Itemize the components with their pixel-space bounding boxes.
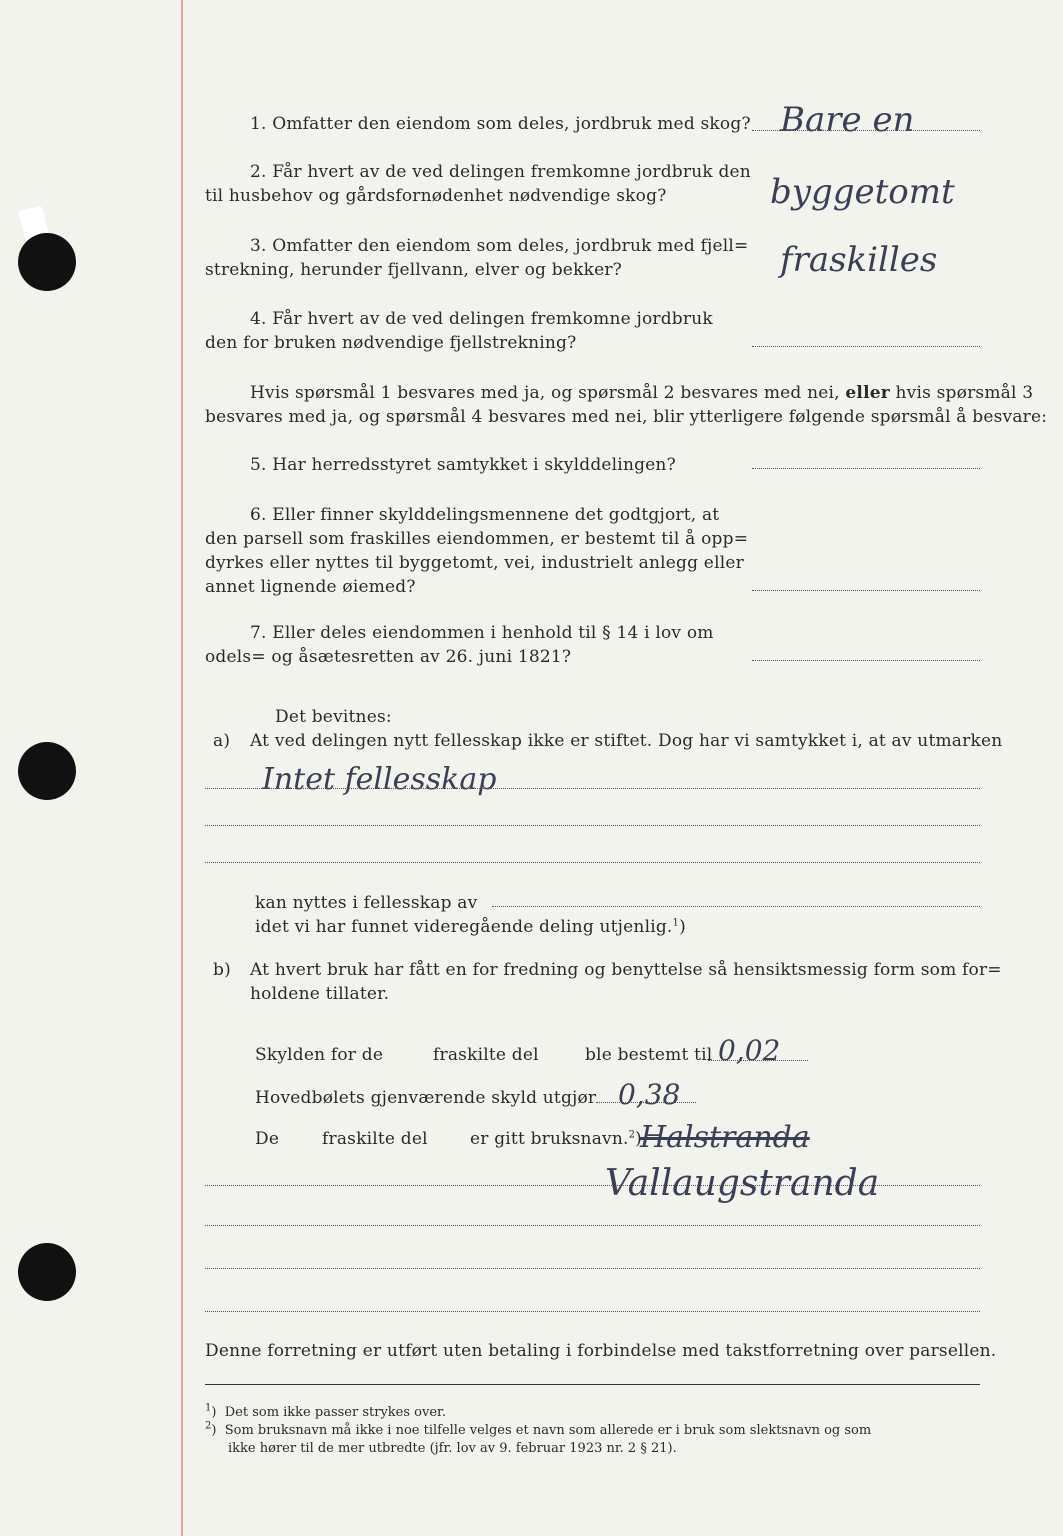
- red-margin-line: [181, 0, 183, 1536]
- intro-line-2: besvares med ja, og spørsmål 4 besvares med nei, blir ytterligere følgende spørsmål å besvare:: [205, 407, 1048, 427]
- bruksnavn-label-b: fraskilte del: [322, 1129, 428, 1149]
- handwritten-name-new: Vallaugstranda: [605, 1163, 880, 1204]
- attest-heading: Det bevitnes:: [275, 707, 392, 727]
- footnote-2-text-1: Som bruksnavn må ikke i noe tilfelle velges et navn som allerede er i bruk som slektsnavn og som: [224, 1423, 872, 1438]
- idet-main: idet vi har funnet videregående deling utjenlig.: [255, 917, 673, 937]
- bruksnavn-label-a: De: [255, 1129, 280, 1149]
- punch-hole-top: [18, 233, 76, 291]
- bruksnavn-paren: ): [635, 1129, 643, 1149]
- handwritten-skyld-new: 0,02: [718, 1034, 781, 1067]
- question-1: 1. Omfatter den eiendom som deles, jordbruk med skog?: [250, 114, 751, 134]
- answer-line-q7: [752, 660, 980, 661]
- question-2-line-2: til husbehov og gårdsfornødenhet nødvendige skog?: [205, 186, 667, 206]
- footnote-2-mark: 2: [205, 1420, 212, 1432]
- bruksnavn-line-4: [205, 1311, 980, 1312]
- attest-a-label: a): [213, 731, 231, 751]
- footnote-ref-1: 1: [672, 917, 680, 929]
- kan-nyttes-line: [492, 906, 980, 907]
- footnote-2-line-2: ikke hører til de mer utbredte (jfr. lov av 9. februar 1923 nr. 2 § 21).: [228, 1441, 677, 1456]
- footnote-1-mark: 1: [205, 1402, 212, 1414]
- handwritten-fellesskap: Intet fellesskap: [262, 762, 497, 797]
- footnote-1: $^1$) Det som ikke passer strykes over.: [205, 1402, 446, 1420]
- skyld-label-b: fraskilte del: [433, 1045, 539, 1065]
- idet-paren: ): [679, 917, 686, 937]
- footnote-divider: [205, 1384, 980, 1385]
- bruksnavn-label-c: [470, 1127, 642, 1151]
- utmark-line-3: [205, 862, 980, 863]
- intro-text-a: Hvis spørsmål 1 besvares med ja, og spørsmål 2 besvares med nei,: [250, 383, 840, 403]
- skyld-label-a: Skylden for de: [255, 1045, 384, 1065]
- punch-hole-middle: [18, 742, 76, 800]
- question-3-line-1: 3. Omfatter den eiendom som deles, jordbruk med fjell=: [250, 236, 749, 256]
- question-3-line-2: strekning, herunder fjellvann, elver og bekker?: [205, 260, 622, 280]
- bruksnavn-line-2: [205, 1225, 980, 1226]
- attest-b-line-2: holdene tillater.: [250, 984, 390, 1004]
- intro-bold-eller: eller: [845, 383, 890, 403]
- intro-line-1: [250, 381, 1033, 405]
- question-7-line-1: 7. Eller deles eiendommen i henhold til § 14 i lov om: [250, 623, 714, 643]
- utmark-line-1: [205, 788, 980, 789]
- footnote-1-text: Det som ikke passer strykes over.: [224, 1405, 446, 1420]
- skyld-remaining-line: [596, 1102, 696, 1103]
- handwritten-skyld-remaining: 0,38: [618, 1078, 681, 1111]
- answer-line-q1: [752, 130, 980, 131]
- attest-a-text: At ved delingen nytt fellesskap ikke er stiftet. Dog har vi samtykket i, at av utmarken: [250, 731, 1003, 751]
- answer-line-q6: [752, 590, 980, 591]
- question-2-line-1: 2. Får hvert av de ved delingen fremkomne jordbruk den: [250, 162, 751, 182]
- handwritten-name-struck: Halstranda: [640, 1120, 810, 1155]
- question-4-line-1: 4. Får hvert av de ved delingen fremkomne jordbruk: [250, 309, 713, 329]
- question-6-line-3: dyrkes eller nyttes til byggetomt, vei, industrielt anlegg eller: [205, 553, 744, 573]
- footnote-ref-2: 2: [628, 1129, 636, 1141]
- idet-text: [255, 915, 686, 939]
- handwritten-answer-line-1: Bare en: [780, 100, 915, 140]
- skyld-new-line: [708, 1060, 808, 1061]
- kan-nyttes-text: kan nyttes i fellesskap av: [255, 893, 478, 913]
- attest-b-line-1: At hvert bruk har fått en for fredning og benyttelse så hensiktsmessig form som for=: [250, 960, 1002, 980]
- question-7-line-2: odels= og åsætesretten av 26. juni 1821?: [205, 647, 572, 667]
- handwritten-answer-line-3: fraskilles: [780, 240, 938, 280]
- utmark-line-2: [205, 825, 980, 826]
- footnote-2-line-1: $^2$) Som bruksnavn må ikke i noe tilfelle velges et navn som allerede er i bruk som slektsnavn og som: [205, 1420, 872, 1438]
- question-5: 5. Har herredsstyret samtykket i skylddelingen?: [250, 455, 676, 475]
- answer-line-q4: [752, 346, 980, 347]
- punch-hole-bottom: [18, 1243, 76, 1301]
- bruksnavn-line-3: [205, 1268, 980, 1269]
- attest-b-label: b): [213, 960, 231, 980]
- bruksnavn-main: er gitt bruksnavn.: [470, 1129, 629, 1149]
- handwritten-answer-line-2: byggetomt: [770, 172, 955, 212]
- closing-statement: Denne forretning er utført uten betaling i forbindelse med takstforretning over parsellen.: [205, 1341, 997, 1361]
- answer-line-q5: [752, 468, 980, 469]
- hovedbol-label: Hovedbølets gjenværende skyld utgjør: [255, 1088, 597, 1108]
- intro-text-b: hvis spørsmål 3: [895, 383, 1034, 403]
- skyld-label-c: ble bestemt til: [585, 1045, 713, 1065]
- question-6-line-1: 6. Eller finner skylddelingsmennene det godtgjort, at: [250, 505, 720, 525]
- question-4-line-2: den for bruken nødvendige fjellstrekning?: [205, 333, 577, 353]
- question-6-line-2: den parsell som fraskilles eiendommen, er bestemt til å opp=: [205, 529, 749, 549]
- question-6-line-4: annet lignende øiemed?: [205, 577, 416, 597]
